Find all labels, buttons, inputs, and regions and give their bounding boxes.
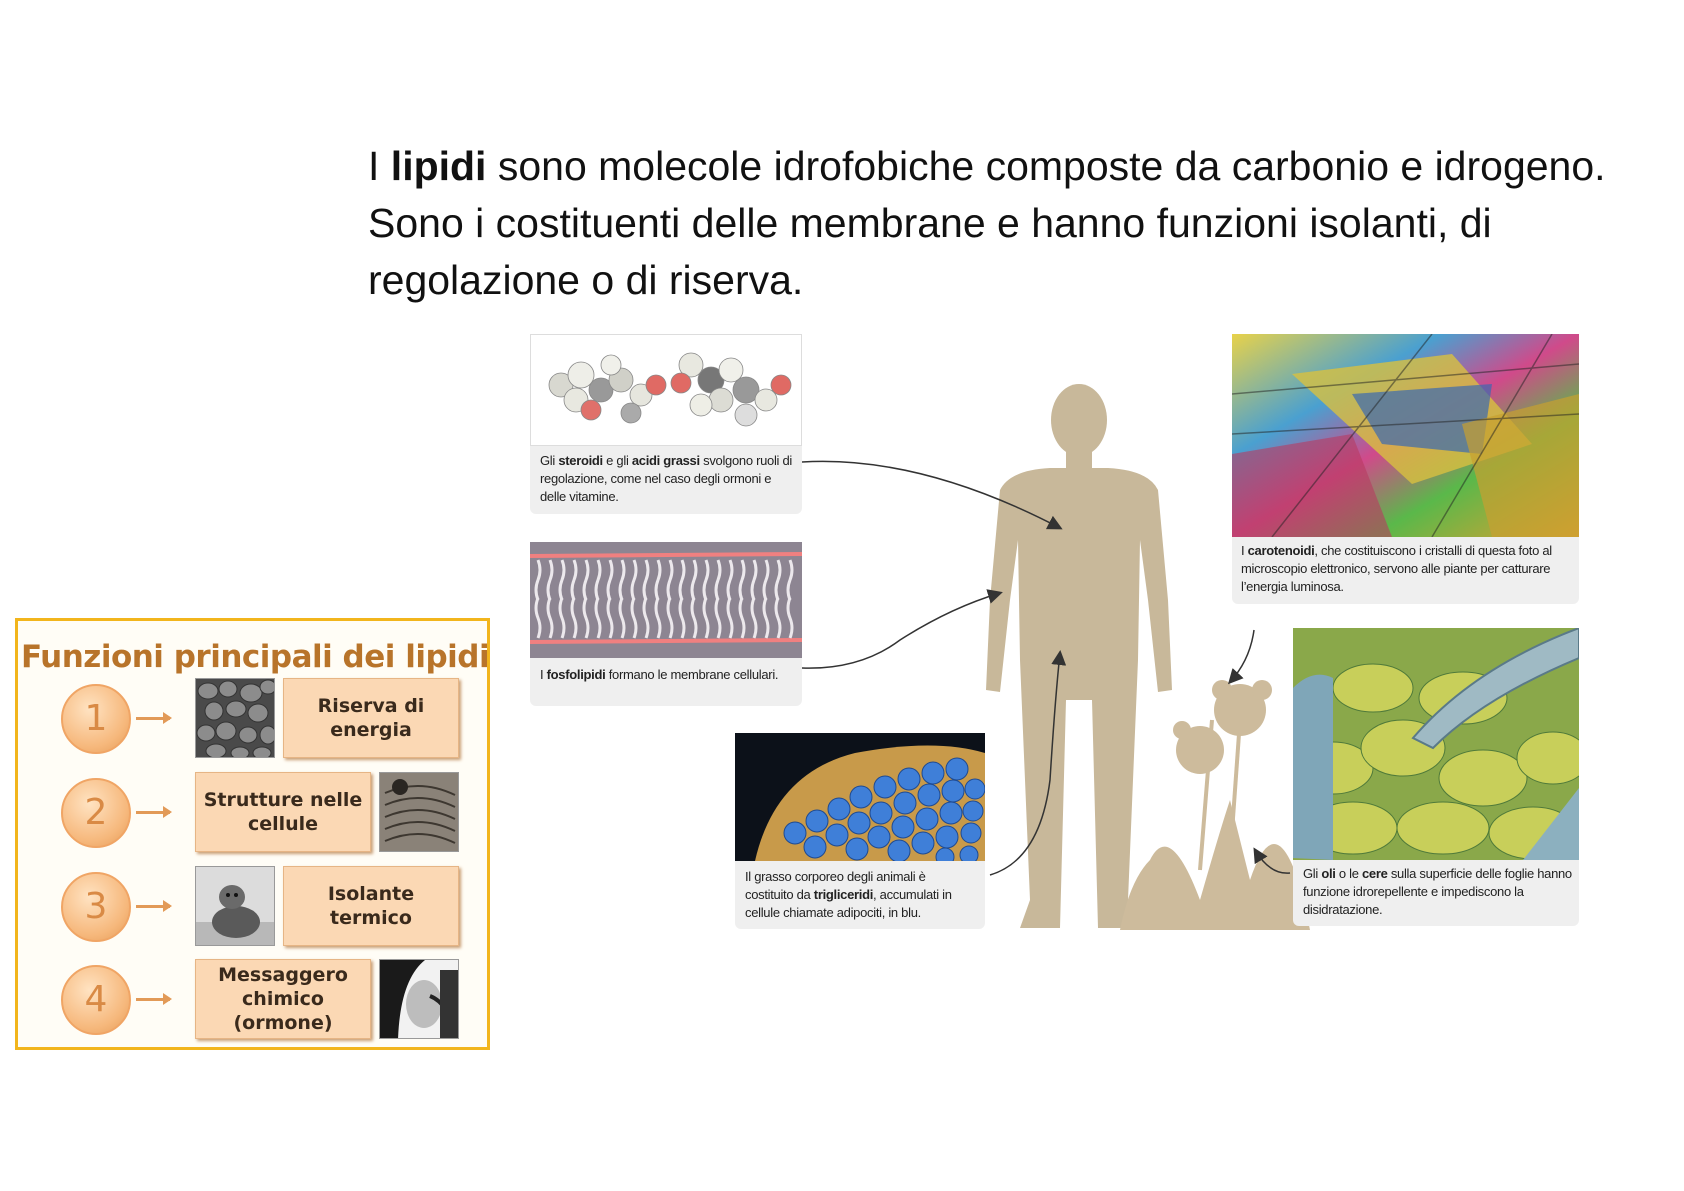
caption-bold: oli [1321,866,1336,881]
function-number-2: 2 [61,778,131,848]
membrane-bilayer-image [530,542,802,658]
function-number-1: 1 [61,684,131,754]
caption-text: Gli [1303,866,1322,881]
function-label-3: Isolante termico [283,866,459,946]
caption-bold: carotenoidi [1247,543,1315,558]
caption-text: Gli [540,453,559,468]
carotenoids-card [1232,334,1579,604]
function-label-1: Riserva di energia [283,678,459,758]
intro-pre: I [368,143,391,189]
function-number-4: 4 [61,965,131,1035]
triglycerides-caption [745,868,977,922]
carotenoid-crystals-image [1232,334,1579,537]
caption-text: svolgono ruoli di regolazione, come nel caso degli ormoni e delle vitamine. [540,453,792,504]
carotenoids-caption [1241,542,1571,596]
intro-post: sono molecole idrofobiche composte da carbonio e idrogeno. Sono i costituenti delle membrane e hanno funzioni isolanti, di regolazione o di riserva. [368,143,1606,303]
caption-bold: steroidi [558,453,603,468]
functions-title: Funzioni principali dei lipidi [21,639,490,675]
function-label-2: Strutture nelle cellule [195,772,371,852]
steroid-molecule-image [530,334,802,446]
caption-text: I [540,667,547,682]
adipocytes-image [735,733,985,861]
caption-text: I [1241,543,1248,558]
steroids-caption [540,452,795,506]
caption-text: , accumulati in cellule chiamate adipociti, in blu. [745,887,952,920]
oils-waxes-card [1293,628,1579,926]
caption-text: sulla superficie delle foglie hanno funzione idrorepellente e impediscono la disidratazione. [1303,866,1572,917]
caption-bold: trigliceridi [813,887,874,902]
caption-text: formano le membrane cellulari. [605,667,779,682]
caption-bold: cere [1361,866,1388,881]
caption-text: , che costituiscono i cristalli di questa foto al microscopio elettronico, servono alle piante per catturare l’energia luminosa. [1241,543,1552,594]
oils-waxes-caption [1303,865,1573,919]
leaf-surface-image [1293,628,1579,860]
phospholipids-caption [540,666,795,684]
plant-silhouette-icon [1120,680,1310,930]
caption-bold: fosfolipidi [546,667,606,682]
caption-text: o le [1335,866,1362,881]
function-number-3: 3 [61,872,131,942]
triglycerides-card [735,733,985,929]
intro-bold: lipidi [390,143,487,189]
steroids-card [530,334,802,514]
caption-bold: acidi grassi [631,453,700,468]
human-silhouette-icon [986,384,1172,928]
function-label-4: Messaggero chimico (ormone) [195,959,371,1039]
caption-text: Il grasso corporeo degli animali è costituito da [745,869,926,902]
caption-text: e gli [602,453,632,468]
phospholipids-card [530,542,802,706]
